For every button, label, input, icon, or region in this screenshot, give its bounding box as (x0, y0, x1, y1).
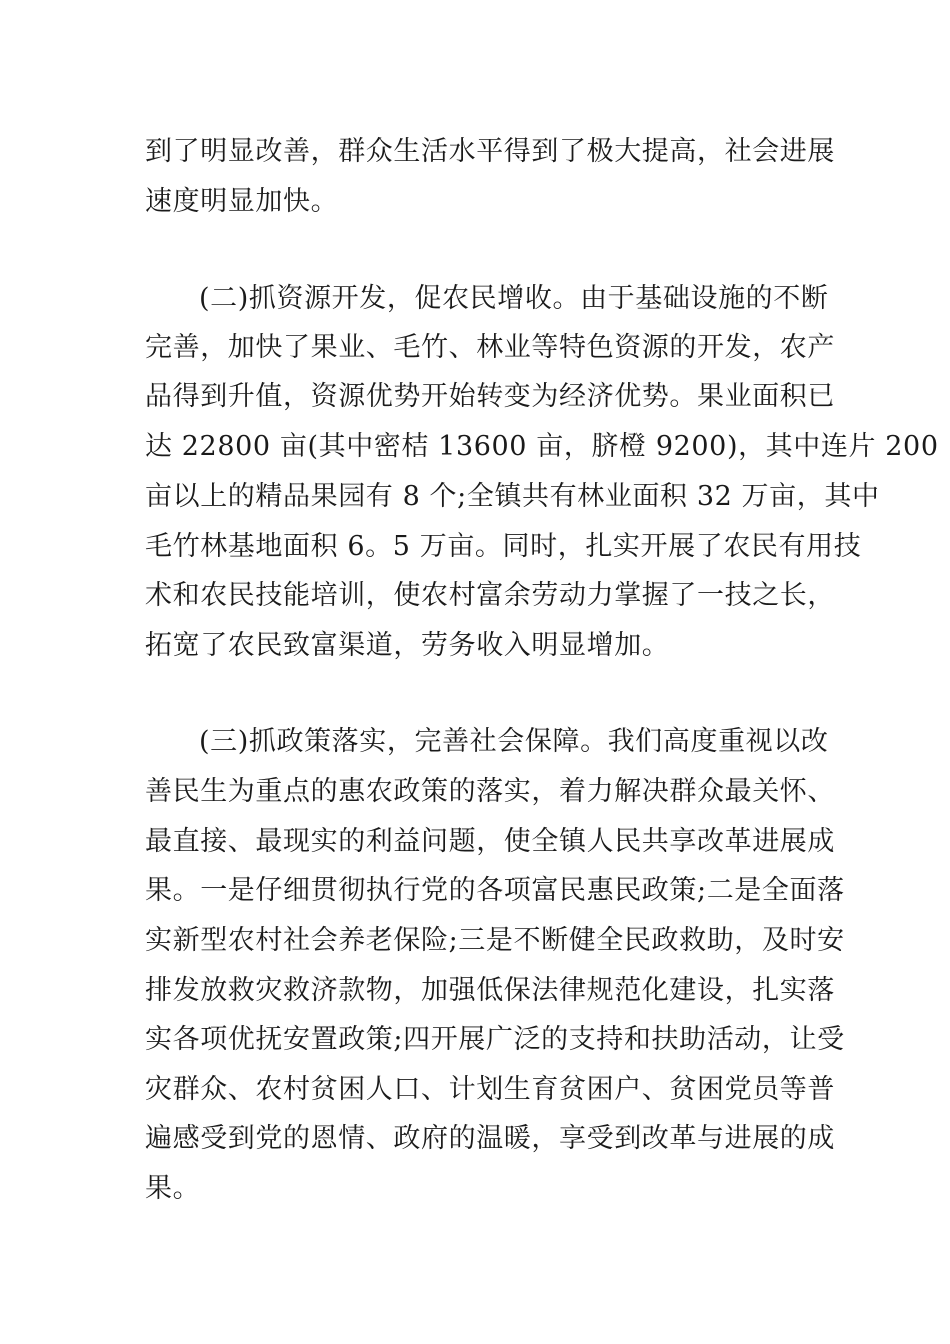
text-line: 术和农民技能培训，使农村富余劳动力掌握了一技之长， (145, 580, 835, 611)
text-line: 排发放救灾救济款物，加强低保法律规范化建设，扎实落 (145, 975, 835, 1006)
text-line: 完善，加快了果业、毛竹、林业等特色资源的开发，农产 (145, 332, 835, 363)
text-line: 到了明显改善，群众生活水平得到了极大提高，社会进展 (145, 136, 835, 167)
text-line: 毛竹林基地面积 6。5 万亩。同时，扎实开展了农民有用技 (145, 531, 862, 562)
text-line: (二)抓资源开发，促农民增收。由于基础设施的不断 (199, 283, 829, 314)
text-line: 果。一是仔细贯彻执行党的各项富民惠民政策;二是全面落 (145, 875, 845, 906)
text-line: 达 22800 亩(其中密桔 13600 亩，脐橙 9200)，其中连片 200 (145, 431, 939, 462)
text-line: 果。 (145, 1173, 201, 1204)
text-line: 品得到升值，资源优势开始转变为经济优势。果业面积已 (145, 381, 835, 412)
text-line: 实新型农村社会养老保险;三是不断健全民政救助，及时安 (145, 925, 845, 956)
text-line: 实各项优抚安置政策;四开展广泛的支持和扶助活动，让受 (145, 1024, 845, 1055)
text-line: 灾群众、农村贫困人口、计划生育贫困户、贫困党员等普 (145, 1074, 835, 1105)
text-line: 拓宽了农民致富渠道，劳务收入明显增加。 (145, 630, 670, 661)
text-line: 遍感受到党的恩情、政府的温暖，享受到改革与进展的成 (145, 1123, 835, 1154)
text-line: 最直接、最现实的利益问题，使全镇人民共享改革进展成 (145, 826, 835, 857)
text-line: (三)抓政策落实，完善社会保障。我们高度重视以改 (199, 726, 829, 757)
text-line: 善民生为重点的惠农政策的落实，着力解决群众最关怀、 (145, 776, 835, 807)
text-line: 亩以上的精品果园有 8 个;全镇共有林业面积 32 万亩，其中 (145, 481, 880, 512)
text-line: 速度明显加快。 (145, 186, 339, 217)
